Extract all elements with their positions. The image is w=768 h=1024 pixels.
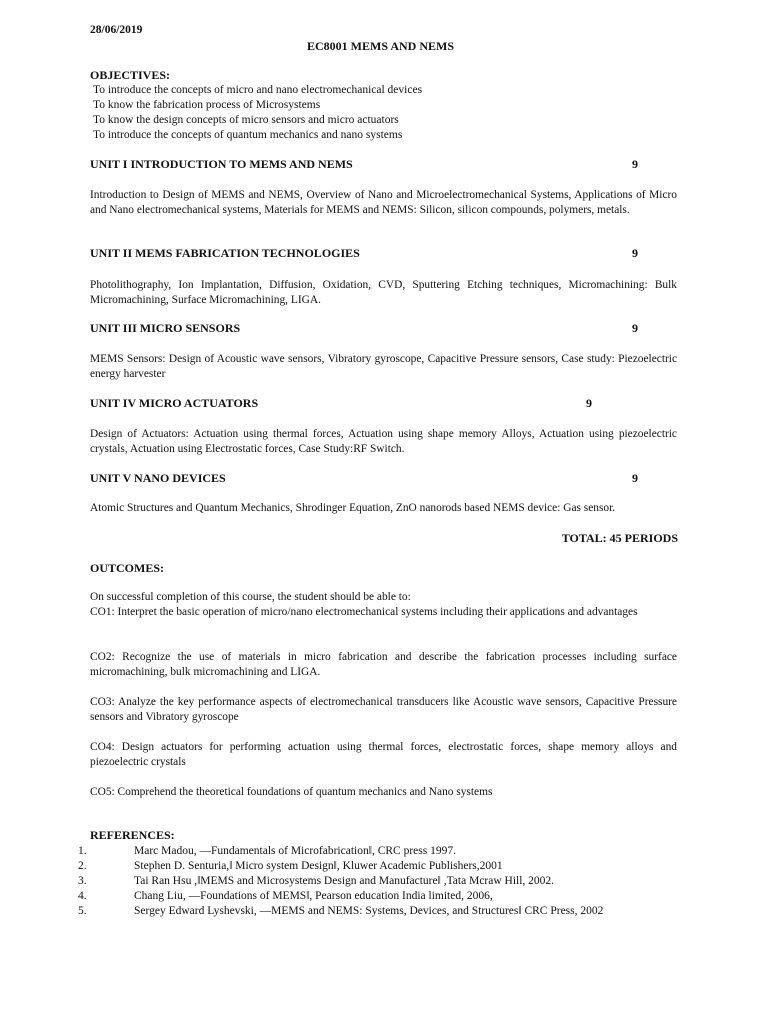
unit-1-title: UNIT I INTRODUCTION TO MEMS AND NEMS <box>90 157 353 171</box>
unit-1-content: Introduction to Design of MEMS and NEMS, Overview of Nano and Microelectromechanical Systems, Applications of Micro and Nano electromechanical systems, Materials for MEMS and NEMS: Silicon, silicon compounds, polymers, metals. <box>90 189 677 216</box>
unit-4-hours: 9 <box>586 396 592 410</box>
references-heading: REFERENCES: <box>90 828 175 842</box>
unit-2-title: UNIT II MEMS FABRICATION TECHNOLOGIES <box>90 246 360 260</box>
reference-number: 3. <box>78 875 87 887</box>
unit-5-hours: 9 <box>632 471 638 485</box>
objective-item: To introduce the concepts of micro and nano electromechanical devices <box>93 84 423 96</box>
reference-number: 2. <box>78 860 87 872</box>
unit-2-content: Photolithography, Ion Implantation, Diffusion, Oxidation, CVD, Sputtering Etching techniques, Micromachining: Bulk Micromachining, Surface Micromachining, LIGA. <box>90 279 677 306</box>
outcome-item: CO4: Design actuators for performing actuation using thermal forces, electrostatic forces, shape memory alloys and piezoelectric crystals <box>90 741 677 768</box>
reference-item <box>0 890 768 905</box>
unit-2-hours: 9 <box>632 246 638 260</box>
outcome-item: CO5: Comprehend the theoretical foundations of quantum mechanics and Nano systems <box>90 786 493 798</box>
reference-text: Tai Ran Hsu ,‖MEMS and Microsystems Design and Manufacture‖ ,Tata Mcraw Hill, 2002. <box>134 875 555 887</box>
objectives-heading: OBJECTIVES: <box>90 68 171 82</box>
unit-4-content: Design of Actuators: Actuation using thermal forces, Actuation using shape memory Alloys, Actuation using piezoelectric crystals, Actuation using Electrostatic forces, Case Study:RF Switch. <box>90 428 677 455</box>
unit-4-title: UNIT IV MICRO ACTUATORS <box>90 396 259 410</box>
outcomes-intro: On successful completion of this course, the student should be able to: <box>90 591 411 603</box>
reference-item <box>0 860 768 875</box>
reference-number: 1. <box>78 845 87 857</box>
reference-item <box>0 845 768 860</box>
outcome-item: CO2: Recognize the use of materials in micro fabrication and describe the fabrication processes including surface micromachining, bulk micromachining and LIGA. <box>90 651 677 678</box>
unit-5-content: Atomic Structures and Quantum Mechanics, Shrodinger Equation, ZnO nanorods based NEMS device: Gas sensor. <box>90 502 616 514</box>
reference-number: 5. <box>78 905 87 917</box>
outcome-item: CO1: Interpret the basic operation of micro/nano electromechanical systems including their applications and advantages <box>90 606 638 618</box>
reference-text: Sergey Edward Lyshevski, ―MEMS and NEMS: Systems, Devices, and Structures‖ CRC Press, 2002 <box>134 905 604 917</box>
objective-item: To know the design concepts of micro sensors and micro actuators <box>93 114 399 126</box>
reference-item <box>0 905 768 920</box>
unit-5-title: UNIT V NANO DEVICES <box>90 471 226 485</box>
objective-item: To introduce the concepts of quantum mechanics and nano systems <box>93 129 403 141</box>
course-title: EC8001 MEMS AND NEMS <box>307 39 455 53</box>
reference-text: Marc Madou, ―Fundamentals of Microfabrication‖, CRC press 1997. <box>134 845 456 857</box>
outcome-item: CO3: Analyze the key performance aspects of electromechanical transducers like Acoustic wave sensors, Capacitive Pressure sensors and Vibratory gyroscope <box>90 696 677 723</box>
total-periods: TOTAL: 45 PERIODS <box>561 531 678 545</box>
reference-item <box>0 875 768 890</box>
reference-text: Stephen D. Senturia,‖ Micro system Design‖, Kluwer Academic Publishers,2001 <box>134 860 503 872</box>
unit-1-hours: 9 <box>632 157 638 171</box>
document-date: 28/06/2019 <box>90 24 143 36</box>
outcomes-heading: OUTCOMES: <box>90 561 165 575</box>
unit-3-title: UNIT III MICRO SENSORS <box>90 321 241 335</box>
unit-3-content: MEMS Sensors: Design of Acoustic wave sensors, Vibratory gyroscope, Capacitive Pressure sensors, Case study: Piezoelectric energy harvester <box>90 353 677 380</box>
reference-number: 4. <box>78 890 87 902</box>
objective-item: To know the fabrication process of Microsystems <box>93 99 321 111</box>
unit-3-hours: 9 <box>632 321 638 335</box>
reference-text: Chang Liu, ―Foundations of MEMS‖, Pearson education India limited, 2006, <box>134 890 493 902</box>
